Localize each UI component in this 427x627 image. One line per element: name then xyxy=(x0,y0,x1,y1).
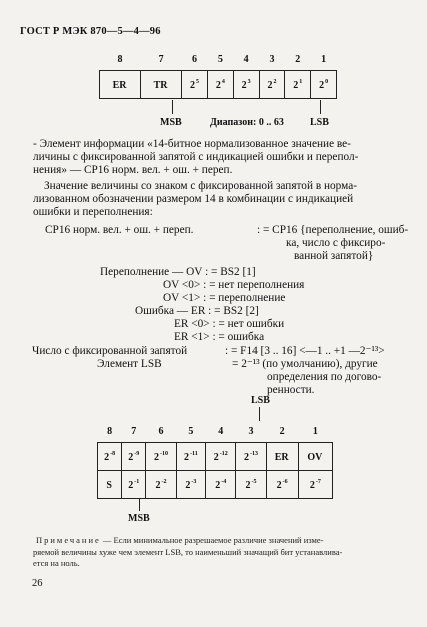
footnote xyxy=(33,535,343,570)
bit-number: 4 xyxy=(206,420,236,443)
bit-cell: $2^{-1}$ xyxy=(122,471,146,499)
text-line: определения по догово- xyxy=(267,371,382,383)
bit-cell: $2^1$ xyxy=(285,71,311,99)
lsb-marker-line-2 xyxy=(259,407,260,421)
msb-marker-line-2 xyxy=(139,499,140,511)
def-error-1: ER <1> : = ошибка xyxy=(174,331,265,343)
msb-marker-line xyxy=(172,100,173,114)
bit-value-row xyxy=(100,71,337,99)
bit-number: 7 xyxy=(122,420,146,443)
bit-number: 6 xyxy=(182,48,208,71)
bit-cell: $2^{-9}$ xyxy=(122,443,146,471)
text-line: - Элемент информации «14-битное нормализованное значение ве- xyxy=(33,138,351,150)
def-overflow: Переполнение — OV : = BS2 [1] xyxy=(100,266,256,278)
bit-cell: TR xyxy=(141,71,182,99)
bit-number: 3 xyxy=(259,48,285,71)
bit-number: 6 xyxy=(146,420,176,443)
text-line: Значение величины со знаком с фиксированной запятой в норма- xyxy=(44,180,358,192)
bit-value-row-1 xyxy=(98,443,333,471)
def-error: Ошибка — ER : = BS2 [2] xyxy=(135,305,259,317)
def-cp16-left: CP16 норм. вел. + ош. + переп. xyxy=(45,224,194,236)
bit-cell: $2^{-2}$ xyxy=(146,471,176,499)
bit-cell: $2^2$ xyxy=(259,71,285,99)
bit-cell: $2^4$ xyxy=(207,71,233,99)
info-element-paragraph xyxy=(33,138,358,177)
bit-cell: $2^3$ xyxy=(233,71,259,99)
bit-number-row xyxy=(98,420,333,443)
def-cp16-right xyxy=(257,224,408,263)
def-lsb-left: Элемент LSB xyxy=(97,358,162,370)
bit-cell: $2^{-7}$ xyxy=(298,471,332,499)
bit-number: 4 xyxy=(233,48,259,71)
bit-number: 5 xyxy=(176,420,206,443)
text-line: ренности. xyxy=(267,384,315,396)
bit-cell: ER xyxy=(100,71,141,99)
lsb-label-2: LSB xyxy=(251,395,270,406)
bit-number: 7 xyxy=(141,48,182,71)
text-line: лизованном обозначении размером 14 в комбинации с индикацией xyxy=(33,193,354,205)
msb-label: MSB xyxy=(160,117,182,128)
def-overflow-1: OV <1> : = переполнение xyxy=(163,292,286,304)
text-line: личины с фиксированной запятой с индикацией ошибки и перепол- xyxy=(33,151,359,163)
def-error-0: ER <0> : = нет ошибки xyxy=(174,318,285,330)
bit-number-row xyxy=(100,48,337,71)
bit-cell: S xyxy=(98,471,122,499)
text-line: ется на ноль. xyxy=(33,558,80,568)
bit-cell: $2^{-8}$ xyxy=(98,443,122,471)
text-line: ряемой величины хуже чем элемент LSB, то наименьший значащий бит устанавлива- xyxy=(33,546,343,557)
bit-cell: $2^{-12}$ xyxy=(206,443,236,471)
def-number-right: : = F14 [3 .. 16] <—1 .. +1 —2⁻¹³> xyxy=(225,345,385,357)
bit-cell: $2^0$ xyxy=(311,71,337,99)
bit-table-2 xyxy=(97,420,333,499)
bit-cell: $2^5$ xyxy=(182,71,208,99)
bit-number: 5 xyxy=(207,48,233,71)
bit-number: 1 xyxy=(298,420,332,443)
msb-label-2: MSB xyxy=(128,513,150,524)
bit-number: 3 xyxy=(236,420,266,443)
bit-number: 8 xyxy=(100,48,141,71)
page-header: ГОСТ Р МЭК 870—5—4—96 xyxy=(20,26,161,37)
text-line: ванной запятой} xyxy=(294,250,374,262)
bit-cell: $2^{-3}$ xyxy=(176,471,206,499)
text-line: : = CP16 {переполнение, ошиб- xyxy=(257,224,409,236)
bit-table-1 xyxy=(99,48,337,99)
bit-number: 1 xyxy=(311,48,337,71)
range-label: Диапазон: 0 .. 63 xyxy=(210,117,284,128)
lsb-label: LSB xyxy=(310,117,329,128)
text-line: нения» — CP16 норм. вел. + ош. + переп. xyxy=(33,164,233,176)
def-overflow-0: OV <0> : = нет переполнения xyxy=(163,279,305,291)
bit-cell: $2^{-6}$ xyxy=(266,471,298,499)
text-line: = 2⁻¹³ (по умолчанию), другие xyxy=(232,358,378,370)
bit-number: 2 xyxy=(266,420,298,443)
bit-cell: $2^{-11}$ xyxy=(176,443,206,471)
bit-cell: $2^{-4}$ xyxy=(206,471,236,499)
def-number-left: Число с фиксированной запятой xyxy=(32,345,188,357)
bit-cell: $2^{-13}$ xyxy=(236,443,266,471)
bit-cell: ER xyxy=(266,443,298,471)
lsb-marker-line xyxy=(320,100,321,114)
bit-cell: $2^{-10}$ xyxy=(146,443,176,471)
def-lsb-right xyxy=(232,358,381,397)
value-paragraph xyxy=(33,180,358,219)
bit-value-row-2 xyxy=(98,471,333,499)
text-line: ошибки и переполнения: xyxy=(33,206,153,218)
note-label: Примечание xyxy=(36,535,101,545)
page-number: 26 xyxy=(32,578,43,589)
bit-cell: $2^{-5}$ xyxy=(236,471,266,499)
text-line: ка, число с фиксиро- xyxy=(286,237,386,249)
bit-number: 2 xyxy=(285,48,311,71)
bit-number: 8 xyxy=(98,420,122,443)
text-line: Примечание — Если минимальное разрешаемое различие значений изме- xyxy=(36,535,324,545)
bit-cell: OV xyxy=(298,443,332,471)
